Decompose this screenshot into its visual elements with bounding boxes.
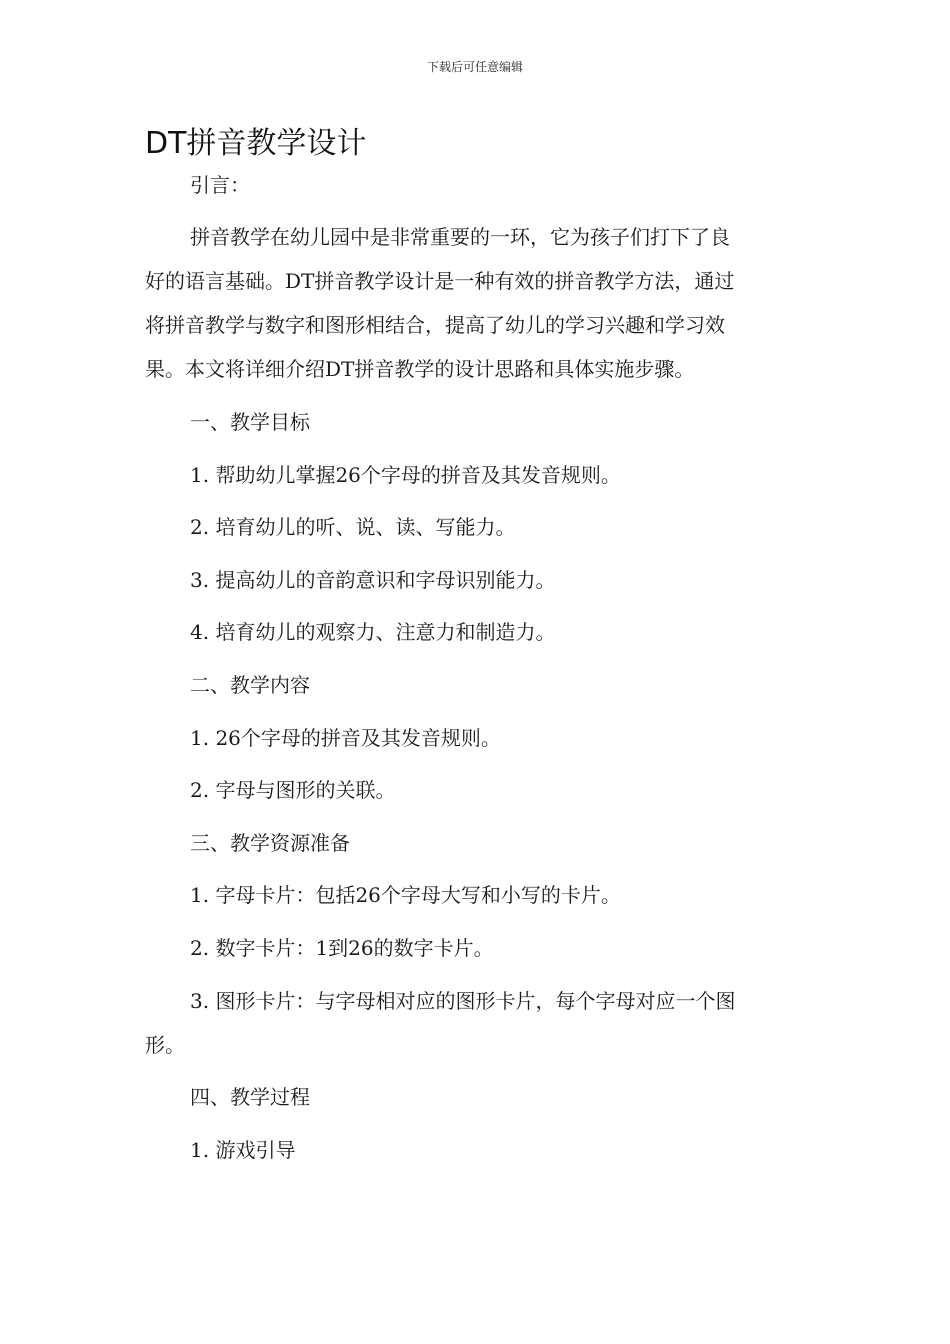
section-heading-process: 四、教学过程: [190, 1085, 310, 1109]
resource-item-2: 2. 数字卡片：1到26的数字卡片。: [190, 936, 494, 960]
header-note: 下载后可任意编辑: [426, 60, 523, 74]
content-item-1: 1. 26个字母的拼音及其发音规则。: [190, 726, 501, 750]
goal-item-1: 1. 帮助幼儿掌握26个字母的拼音及其发音规则。: [190, 463, 621, 487]
goal-item-3: 3. 提高幼儿的音韵意识和字母识别能力。: [190, 568, 556, 592]
intro-line-1: 拼音教学在幼儿园中是非常重要的一环，它为孩子们打下了良: [190, 225, 730, 249]
section-heading-resources: 三、教学资源准备: [190, 831, 350, 855]
intro-line-2: 好的语言基础。DT拼音教学设计是一种有效的拼音教学方法，通过: [145, 269, 735, 293]
resource-item-1: 1. 字母卡片：包括26个字母大写和小写的卡片。: [190, 883, 621, 907]
content-item-2: 2. 字母与图形的关联。: [190, 778, 396, 802]
intro-label: 引言：: [190, 173, 250, 197]
process-item-1: 1. 游戏引导: [190, 1138, 296, 1162]
resource-item-3-wrap: 形。: [145, 1033, 185, 1057]
section-heading-content: 二、教学内容: [190, 673, 310, 697]
goal-item-2: 2. 培育幼儿的听、说、读、写能力。: [190, 515, 516, 539]
goal-item-4: 4. 培育幼儿的观察力、注意力和制造力。: [190, 620, 556, 644]
intro-line-3: 将拼音教学与数字和图形相结合，提高了幼儿的学习兴趣和学习效: [145, 313, 725, 337]
section-heading-goals: 一、教学目标: [190, 410, 310, 434]
page-title: DT拼音教学设计: [145, 126, 367, 161]
intro-line-4: 果。本文将详细介绍DT拼音教学的设计思路和具体实施步骤。: [145, 357, 695, 381]
resource-item-3: 3. 图形卡片：与字母相对应的图形卡片，每个字母对应一个图: [190, 989, 736, 1013]
